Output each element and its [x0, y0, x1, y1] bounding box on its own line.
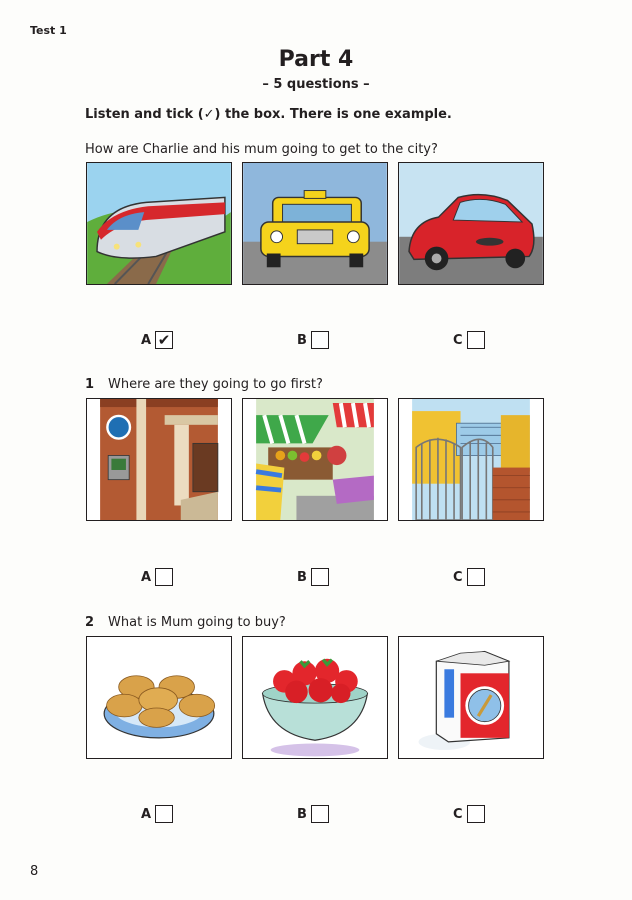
example-option-c[interactable] — [453, 329, 485, 351]
option-letter: A — [141, 806, 152, 822]
question-number: 1 — [85, 377, 95, 392]
option-letter: B — [297, 569, 307, 585]
q1-option-a[interactable] — [141, 566, 173, 588]
answer-box[interactable] — [155, 568, 173, 586]
red-car-picture — [398, 162, 544, 285]
part-title: Part 4 — [278, 47, 354, 72]
question-number: 2 — [85, 615, 95, 630]
answer-box[interactable] — [467, 331, 485, 349]
option-letter: C — [453, 332, 463, 348]
option-letter: B — [297, 332, 307, 348]
answer-box[interactable] — [311, 331, 329, 349]
example-option-b[interactable] — [297, 329, 329, 351]
page-number: 8 — [30, 864, 39, 879]
answer-box[interactable] — [467, 568, 485, 586]
q1-option-b[interactable] — [297, 566, 329, 588]
answer-box[interactable] — [311, 805, 329, 823]
answer-box-ticked[interactable] — [155, 331, 173, 349]
answer-box[interactable] — [467, 805, 485, 823]
option-letter: A — [141, 569, 152, 585]
option-letter: C — [453, 806, 463, 822]
tick-icon: ✔ — [157, 330, 171, 349]
school-picture — [398, 398, 544, 521]
example-question-text: How are Charlie and his mum going to get to the city? — [85, 142, 438, 157]
q2-option-c[interactable] — [453, 803, 485, 825]
train-picture — [86, 162, 232, 285]
q1-option-c[interactable] — [453, 566, 485, 588]
example-option-a[interactable] — [141, 329, 173, 351]
flour-picture — [398, 636, 544, 759]
answer-box[interactable] — [311, 568, 329, 586]
taxi-picture — [242, 162, 388, 285]
question-1-text — [85, 377, 323, 392]
q2-option-a[interactable] — [141, 803, 173, 825]
test-label: Test 1 — [30, 24, 67, 37]
question-text: Where are they going to go first? — [108, 377, 323, 392]
question-text: What is Mum going to buy? — [108, 615, 286, 630]
option-letter: C — [453, 569, 463, 585]
option-letter: A — [141, 332, 152, 348]
market-picture — [242, 398, 388, 521]
question-2-text — [85, 615, 286, 630]
strawberries-picture — [242, 636, 388, 759]
bank-picture — [86, 398, 232, 521]
q2-option-b[interactable] — [297, 803, 329, 825]
option-letter: B — [297, 806, 307, 822]
answer-box[interactable] — [155, 805, 173, 823]
instruction: Listen and tick (✓) the box. There is one example. — [85, 107, 452, 122]
biscuits-picture — [86, 636, 232, 759]
part-subtitle: – 5 questions – — [262, 77, 370, 92]
